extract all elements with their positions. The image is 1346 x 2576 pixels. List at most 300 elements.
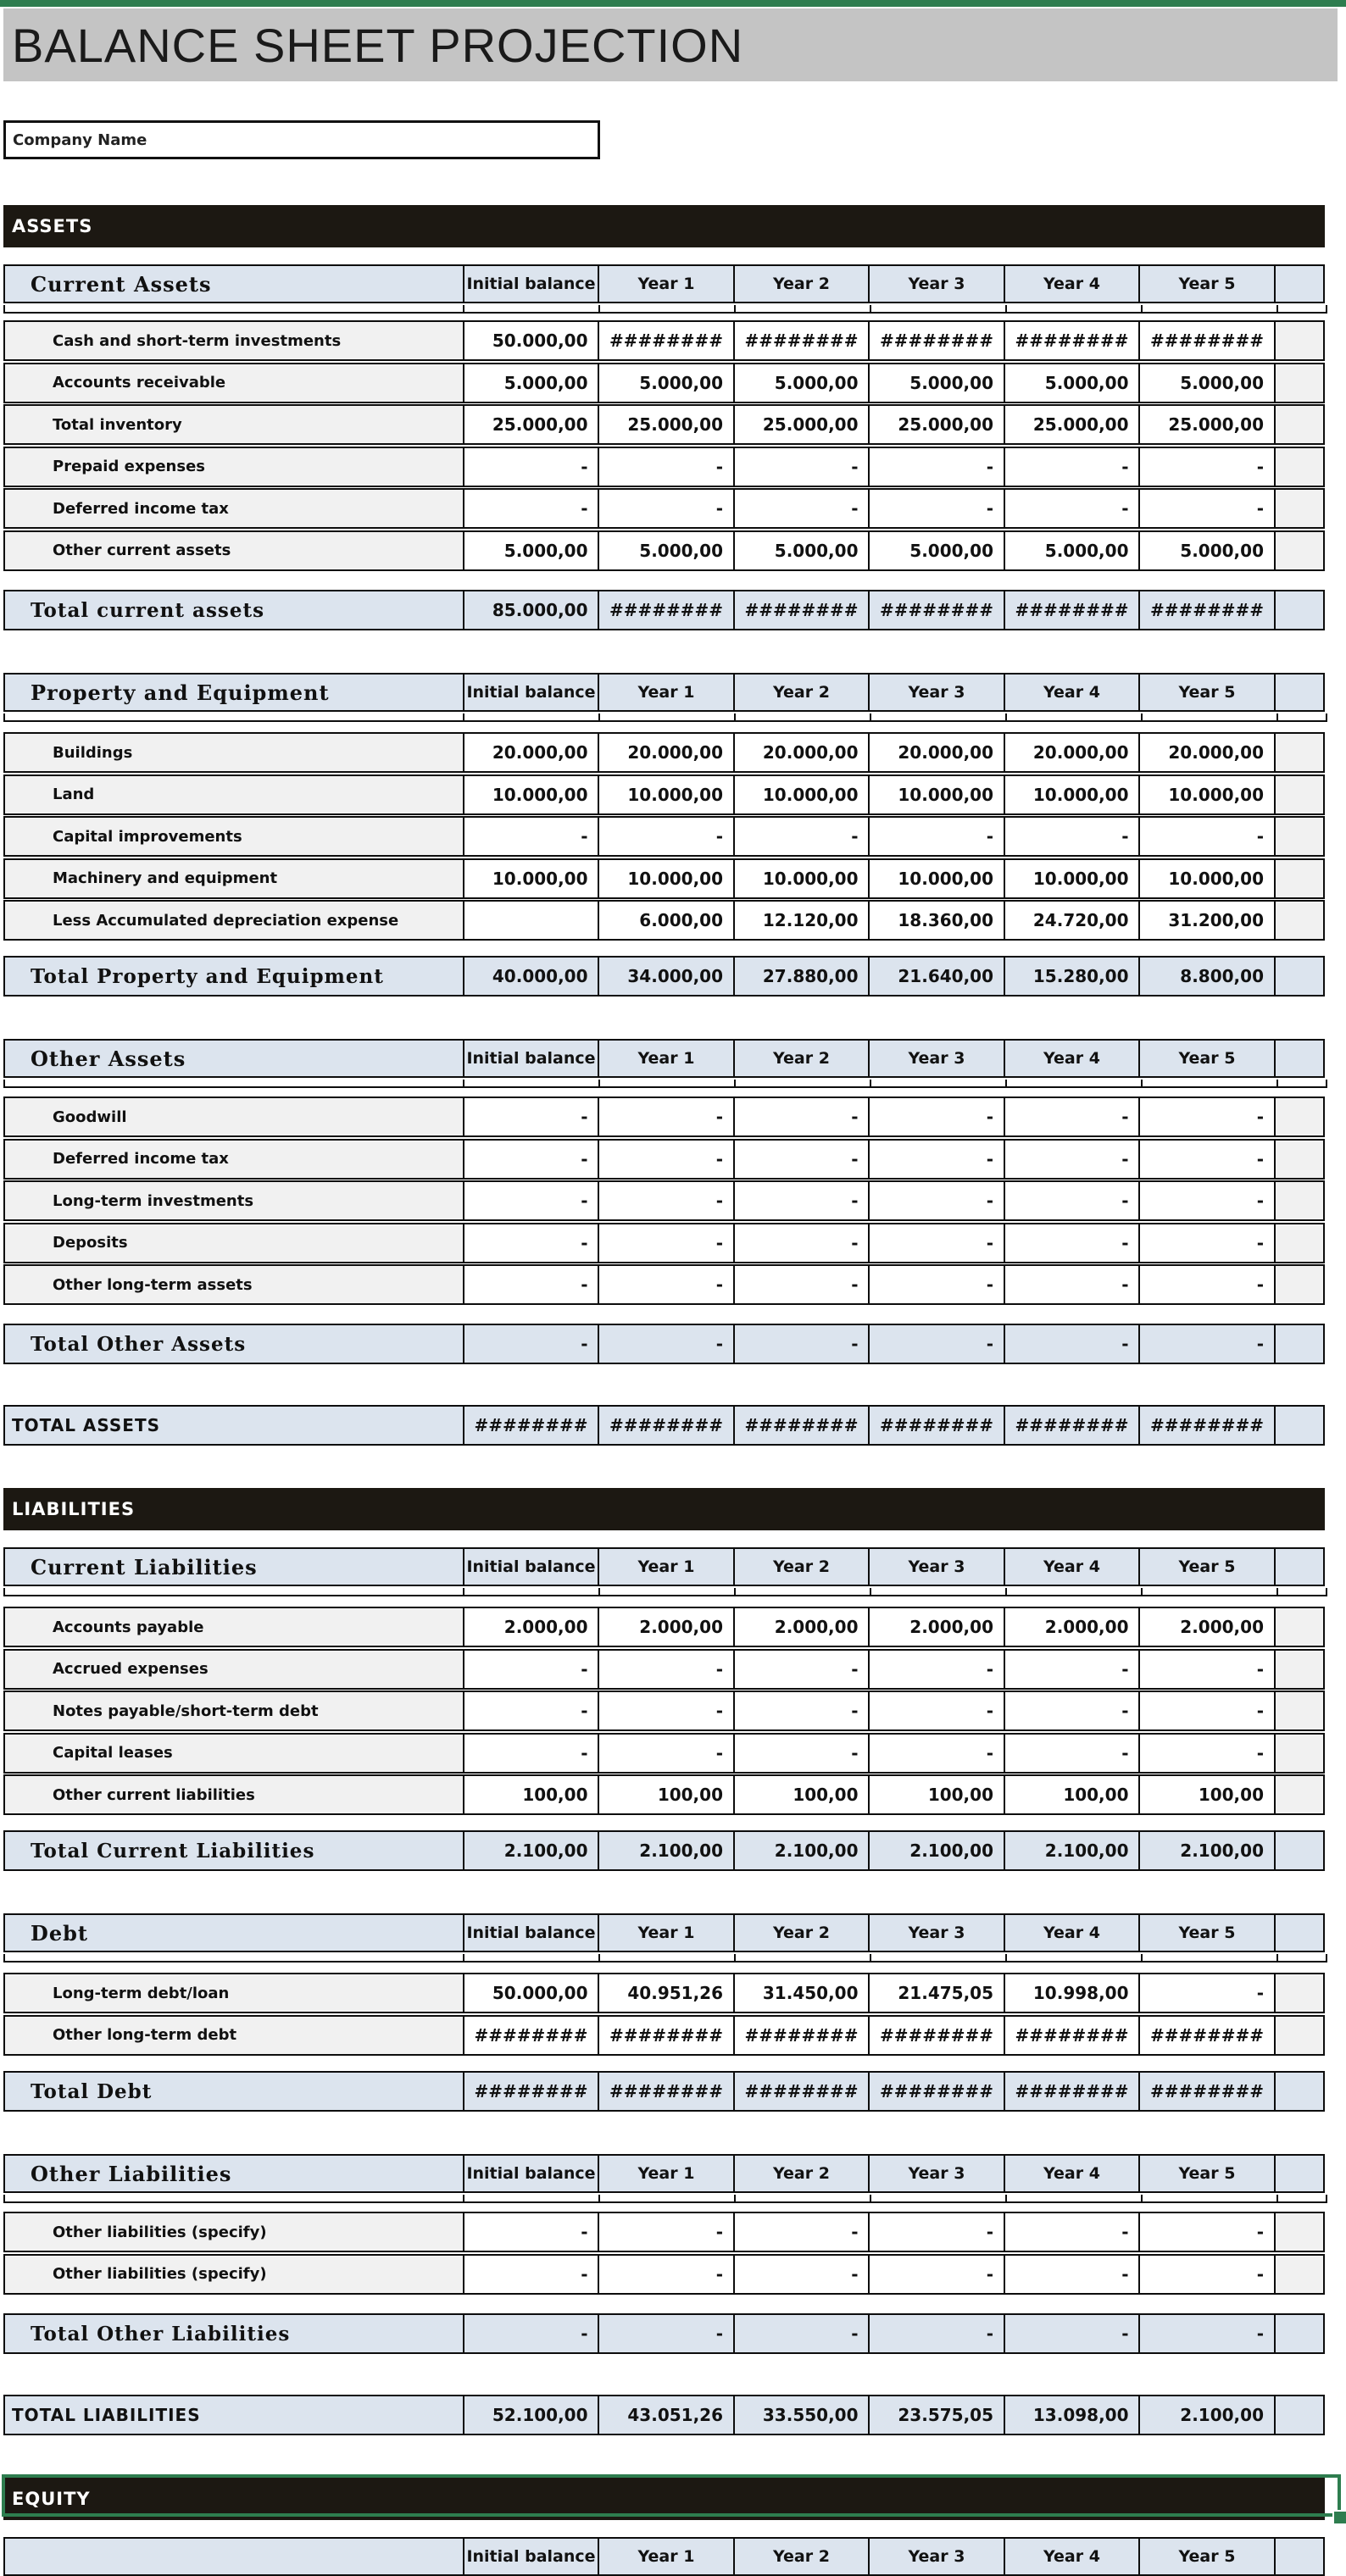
value-cell[interactable]: - bbox=[733, 1690, 870, 1731]
blank-cell bbox=[1274, 1324, 1325, 1364]
value-cell[interactable]: - bbox=[1004, 1733, 1141, 1774]
value-cell[interactable]: - bbox=[733, 1733, 870, 1774]
assets-section-bar-cell bbox=[598, 205, 735, 247]
column-header: Year 3 bbox=[868, 2537, 1005, 2576]
value-cell[interactable]: 25.000,00 bbox=[1138, 404, 1276, 445]
separator-cell bbox=[3, 713, 464, 722]
value-cell[interactable]: 31.200,00 bbox=[1138, 900, 1276, 941]
value-cell[interactable]: 12.120,00 bbox=[733, 900, 870, 941]
value-cell[interactable]: - bbox=[733, 2212, 870, 2252]
total-assets-row-value[interactable]: ######## bbox=[868, 1405, 1005, 1446]
value-cell[interactable]: - bbox=[1138, 1649, 1276, 1690]
other-assets-total-value[interactable]: - bbox=[733, 1324, 870, 1364]
other-liabilities-total-value[interactable]: - bbox=[1138, 2313, 1276, 2354]
blank-cell bbox=[1274, 1649, 1325, 1690]
value-cell[interactable]: 5.000,00 bbox=[1138, 530, 1276, 571]
value-cell[interactable]: - bbox=[598, 1139, 735, 1180]
assets-section-bar bbox=[3, 205, 1338, 247]
current-assets-total-value[interactable]: ######## bbox=[1004, 590, 1141, 630]
value-cell[interactable]: 10.000,00 bbox=[463, 774, 600, 815]
blank-cell bbox=[1274, 2313, 1325, 2354]
separator-cell bbox=[870, 2195, 1007, 2203]
other-liabilities-total bbox=[3, 2313, 1338, 2354]
blank-cell bbox=[1274, 320, 1325, 361]
value-cell[interactable]: - bbox=[868, 1733, 1005, 1774]
value-cell[interactable]: - bbox=[868, 2212, 1005, 2252]
value-cell[interactable]: - bbox=[868, 816, 1005, 857]
value-cell[interactable]: ######## bbox=[1004, 2015, 1141, 2056]
separator-cell bbox=[734, 1954, 871, 1963]
value-cell[interactable]: - bbox=[463, 2212, 600, 2252]
value-cell[interactable]: ######## bbox=[598, 320, 735, 361]
column-header: Year 3 bbox=[868, 673, 1005, 712]
column-header: Year 4 bbox=[1004, 1547, 1141, 1586]
row-separator bbox=[3, 1588, 1338, 1596]
value-cell[interactable]: ######## bbox=[463, 2015, 600, 2056]
current-assets-header bbox=[3, 264, 1338, 303]
blank-cell bbox=[1274, 2254, 1325, 2295]
value-cell[interactable]: 20.000,00 bbox=[868, 732, 1005, 773]
debt-header bbox=[3, 1913, 1338, 1952]
current-liabilities-header bbox=[3, 1547, 1338, 1586]
separator-cell bbox=[870, 713, 1007, 722]
value-cell[interactable]: 31.450,00 bbox=[733, 1973, 870, 2013]
blank-cell bbox=[1274, 1774, 1325, 1815]
current-liabilities-total bbox=[3, 1830, 1338, 1871]
total-assets-row-value[interactable]: ######## bbox=[1004, 1405, 1141, 1446]
value-cell[interactable]: 2.000,00 bbox=[598, 1607, 735, 1647]
value-cell[interactable]: - bbox=[868, 447, 1005, 487]
value-cell[interactable]: - bbox=[598, 1649, 735, 1690]
value-cell[interactable]: - bbox=[1138, 488, 1276, 529]
separator-cell bbox=[1141, 305, 1278, 314]
total-liabilities-row-label: TOTAL LIABILITIES bbox=[3, 2395, 464, 2435]
value-cell[interactable]: 5.000,00 bbox=[598, 530, 735, 571]
line-item-label: Long-term investments bbox=[3, 1180, 464, 1221]
current-assets-total-label: Total current assets bbox=[3, 590, 464, 630]
value-cell[interactable]: - bbox=[463, 1690, 600, 1731]
total-liabilities-row-value[interactable]: 43.051,26 bbox=[598, 2395, 735, 2435]
value-cell[interactable]: - bbox=[1138, 816, 1276, 857]
value-cell[interactable]: ######## bbox=[733, 2015, 870, 2056]
other-assets-total-value[interactable]: - bbox=[598, 1324, 735, 1364]
value-cell[interactable]: - bbox=[598, 2212, 735, 2252]
other-assets-total-value[interactable]: - bbox=[1004, 1324, 1141, 1364]
liabilities-section-bar-label: LIABILITIES bbox=[3, 1488, 464, 1530]
total-liabilities-row-value[interactable]: 33.550,00 bbox=[733, 2395, 870, 2435]
separator-cell bbox=[870, 1588, 1007, 1596]
blank-cell bbox=[1274, 732, 1325, 773]
value-cell[interactable]: - bbox=[1138, 1223, 1276, 1263]
value-cell[interactable]: - bbox=[463, 1649, 600, 1690]
value-cell[interactable]: - bbox=[1138, 1733, 1276, 1774]
blank-cell bbox=[1274, 2395, 1325, 2435]
separator-cell bbox=[1276, 1588, 1327, 1596]
value-cell[interactable]: - bbox=[868, 2254, 1005, 2295]
value-cell[interactable]: 20.000,00 bbox=[1138, 732, 1276, 773]
line-item-row bbox=[3, 1223, 1338, 1263]
value-cell[interactable]: - bbox=[463, 816, 600, 857]
value-cell[interactable]: - bbox=[868, 1223, 1005, 1263]
value-cell[interactable]: - bbox=[1138, 1096, 1276, 1137]
other-liabilities-total-value[interactable]: - bbox=[1004, 2313, 1141, 2354]
value-cell[interactable]: - bbox=[1138, 2254, 1276, 2295]
value-cell[interactable]: - bbox=[868, 1096, 1005, 1137]
blank-cell bbox=[1274, 1547, 1325, 1586]
property-total-value[interactable]: 15.280,00 bbox=[1004, 956, 1141, 997]
column-header: Year 5 bbox=[1138, 2537, 1276, 2576]
value-cell[interactable]: 5.000,00 bbox=[1138, 363, 1276, 403]
other-liabilities-total-value[interactable]: - bbox=[463, 2313, 600, 2354]
property-total-value[interactable]: 21.640,00 bbox=[868, 956, 1005, 997]
value-cell[interactable]: 5.000,00 bbox=[1004, 363, 1141, 403]
value-cell[interactable]: ######## bbox=[598, 2015, 735, 2056]
value-cell[interactable]: - bbox=[463, 1096, 600, 1137]
value-cell[interactable]: ######## bbox=[1138, 320, 1276, 361]
current-liabilities-total-value[interactable]: 2.100,00 bbox=[1138, 1830, 1276, 1871]
assets-section-bar-label: ASSETS bbox=[3, 205, 464, 247]
column-header: Year 4 bbox=[1004, 2537, 1141, 2576]
current-assets-total-value[interactable]: ######## bbox=[598, 590, 735, 630]
separator-cell bbox=[463, 1954, 600, 1963]
blank-cell bbox=[1274, 1973, 1325, 2013]
value-cell[interactable]: 5.000,00 bbox=[733, 530, 870, 571]
other-assets-total-value[interactable]: - bbox=[868, 1324, 1005, 1364]
value-cell[interactable]: - bbox=[1138, 1690, 1276, 1731]
value-cell[interactable]: - bbox=[733, 1264, 870, 1305]
current-liabilities-total-value[interactable]: 2.100,00 bbox=[733, 1830, 870, 1871]
value-cell[interactable]: - bbox=[868, 1264, 1005, 1305]
value-cell[interactable]: 100,00 bbox=[733, 1774, 870, 1815]
line-item-label: Accrued expenses bbox=[3, 1649, 464, 1690]
value-cell[interactable]: - bbox=[463, 2254, 600, 2295]
value-cell[interactable]: - bbox=[463, 447, 600, 487]
value-cell[interactable]: - bbox=[868, 1690, 1005, 1731]
separator-cell bbox=[598, 1954, 736, 1963]
value-cell[interactable]: 50.000,00 bbox=[463, 320, 600, 361]
column-header: Year 3 bbox=[868, 264, 1005, 303]
line-item-label: Other current liabilities bbox=[3, 1774, 464, 1815]
value-cell[interactable]: 10.000,00 bbox=[733, 774, 870, 815]
value-cell[interactable]: 25.000,00 bbox=[733, 404, 870, 445]
value-cell[interactable]: 100,00 bbox=[868, 1774, 1005, 1815]
total-assets-row-label: TOTAL ASSETS bbox=[3, 1405, 464, 1446]
value-cell[interactable]: 5.000,00 bbox=[463, 363, 600, 403]
separator-cell bbox=[1005, 713, 1143, 722]
value-cell[interactable]: ######## bbox=[1138, 2015, 1276, 2056]
row-separator bbox=[3, 1080, 1338, 1088]
current-liabilities-total-value[interactable]: 2.100,00 bbox=[868, 1830, 1005, 1871]
separator-cell bbox=[3, 305, 464, 314]
value-cell[interactable]: 50.000,00 bbox=[463, 1973, 600, 2013]
value-cell[interactable]: 10.000,00 bbox=[1004, 774, 1141, 815]
property-total-value[interactable]: 8.800,00 bbox=[1138, 956, 1276, 997]
debt-total-value[interactable]: ######## bbox=[1004, 2071, 1141, 2112]
total-liabilities-row-value[interactable]: 52.100,00 bbox=[463, 2395, 600, 2435]
value-cell[interactable]: 5.000,00 bbox=[1004, 530, 1141, 571]
value-cell[interactable]: - bbox=[463, 1223, 600, 1263]
column-header: Year 5 bbox=[1138, 673, 1276, 712]
value-cell[interactable]: 20.000,00 bbox=[733, 732, 870, 773]
row-separator bbox=[3, 2195, 1338, 2203]
value-cell[interactable]: - bbox=[733, 1139, 870, 1180]
value-cell[interactable]: 6.000,00 bbox=[598, 900, 735, 941]
line-item-row bbox=[3, 1607, 1338, 1647]
value-cell[interactable]: 21.475,05 bbox=[868, 1973, 1005, 2013]
assets-section-bar-cell bbox=[733, 205, 870, 247]
other-liabilities-total-value[interactable]: - bbox=[733, 2313, 870, 2354]
value-cell[interactable]: - bbox=[598, 1264, 735, 1305]
value-cell[interactable]: - bbox=[1004, 2212, 1141, 2252]
column-header: Initial balance bbox=[463, 264, 600, 303]
current-assets-total-value[interactable]: ######## bbox=[1138, 590, 1276, 630]
value-cell[interactable]: - bbox=[1138, 1139, 1276, 1180]
value-cell[interactable]: - bbox=[463, 1180, 600, 1221]
total-liabilities-row-value[interactable]: 2.100,00 bbox=[1138, 2395, 1276, 2435]
separator-cell bbox=[1005, 1080, 1143, 1088]
row-separator bbox=[3, 1954, 1338, 1963]
value-cell[interactable]: 20.000,00 bbox=[463, 732, 600, 773]
value-cell[interactable]: - bbox=[868, 1180, 1005, 1221]
debt-total-value[interactable]: ######## bbox=[733, 2071, 870, 2112]
current-liabilities-total-value[interactable]: 2.100,00 bbox=[463, 1830, 600, 1871]
line-item-label: Prepaid expenses bbox=[3, 447, 464, 487]
separator-cell bbox=[3, 2195, 464, 2203]
blank-cell bbox=[1274, 900, 1325, 941]
column-header: Year 1 bbox=[598, 1547, 735, 1586]
total-assets-row-value[interactable]: ######## bbox=[733, 1405, 870, 1446]
value-cell[interactable]: 10.000,00 bbox=[868, 774, 1005, 815]
value-cell[interactable]: - bbox=[1004, 1096, 1141, 1137]
current-liabilities-total-label: Total Current Liabilities bbox=[3, 1830, 464, 1871]
value-cell[interactable] bbox=[463, 900, 600, 941]
value-cell[interactable]: 10.000,00 bbox=[733, 858, 870, 899]
property-total-value[interactable]: 27.880,00 bbox=[733, 956, 870, 997]
column-header: Year 4 bbox=[1004, 1913, 1141, 1952]
value-cell[interactable]: 2.000,00 bbox=[868, 1607, 1005, 1647]
value-cell[interactable]: - bbox=[868, 1139, 1005, 1180]
line-item-row bbox=[3, 447, 1338, 487]
value-cell[interactable]: - bbox=[733, 1180, 870, 1221]
value-cell[interactable]: 10.000,00 bbox=[1004, 858, 1141, 899]
separator-cell bbox=[1141, 1954, 1278, 1963]
value-cell[interactable]: 5.000,00 bbox=[868, 363, 1005, 403]
value-cell[interactable]: - bbox=[1004, 1649, 1141, 1690]
value-cell[interactable]: - bbox=[1004, 447, 1141, 487]
column-header: Year 3 bbox=[868, 1039, 1005, 1078]
line-item-label: Accounts receivable bbox=[3, 363, 464, 403]
line-item-row bbox=[3, 1180, 1338, 1221]
value-cell[interactable]: - bbox=[463, 1733, 600, 1774]
value-cell[interactable]: 10.000,00 bbox=[1138, 774, 1276, 815]
value-cell[interactable]: - bbox=[598, 2254, 735, 2295]
current-assets-total bbox=[3, 590, 1338, 630]
property-total-value[interactable]: 40.000,00 bbox=[463, 956, 600, 997]
value-cell[interactable]: - bbox=[463, 488, 600, 529]
value-cell[interactable]: 10.000,00 bbox=[463, 858, 600, 899]
value-cell[interactable]: ######## bbox=[868, 320, 1005, 361]
value-cell[interactable]: - bbox=[1004, 1180, 1141, 1221]
value-cell[interactable]: 5.000,00 bbox=[868, 530, 1005, 571]
column-header: Year 5 bbox=[1138, 264, 1276, 303]
line-item-label: Other liabilities (specify) bbox=[3, 2254, 464, 2295]
value-cell[interactable]: - bbox=[733, 447, 870, 487]
value-cell[interactable]: - bbox=[733, 816, 870, 857]
value-cell[interactable]: - bbox=[598, 1180, 735, 1221]
value-cell[interactable]: 100,00 bbox=[1004, 1774, 1141, 1815]
other-liabilities-header-label: Other Liabilities bbox=[3, 2154, 464, 2193]
value-cell[interactable]: - bbox=[598, 1690, 735, 1731]
value-cell[interactable]: - bbox=[733, 488, 870, 529]
value-cell[interactable]: - bbox=[598, 488, 735, 529]
value-cell[interactable]: - bbox=[1138, 1973, 1276, 2013]
value-cell[interactable]: 10.000,00 bbox=[598, 774, 735, 815]
value-cell[interactable]: 5.000,00 bbox=[598, 363, 735, 403]
column-header: Year 2 bbox=[733, 2537, 870, 2576]
value-cell[interactable]: - bbox=[1138, 2212, 1276, 2252]
separator-cell bbox=[1005, 2195, 1143, 2203]
value-cell[interactable]: - bbox=[1138, 447, 1276, 487]
current-assets-header-label: Current Assets bbox=[3, 264, 464, 303]
separator-cell bbox=[1141, 713, 1278, 722]
debt-total-value[interactable]: ######## bbox=[598, 2071, 735, 2112]
line-item-label: Land bbox=[3, 774, 464, 815]
value-cell[interactable]: - bbox=[598, 447, 735, 487]
value-cell[interactable]: - bbox=[1004, 488, 1141, 529]
value-cell[interactable]: 25.000,00 bbox=[463, 404, 600, 445]
separator-cell bbox=[598, 713, 736, 722]
total-assets-row-value[interactable]: ######## bbox=[598, 1405, 735, 1446]
debt-total-value[interactable]: ######## bbox=[1138, 2071, 1276, 2112]
value-cell[interactable]: - bbox=[733, 1649, 870, 1690]
company-name-field[interactable]: Company Name bbox=[3, 120, 600, 159]
value-cell[interactable]: 10.000,00 bbox=[598, 858, 735, 899]
current-liabilities-total-value[interactable]: 2.100,00 bbox=[598, 1830, 735, 1871]
line-item-label: Deposits bbox=[3, 1223, 464, 1263]
value-cell[interactable]: - bbox=[1004, 1264, 1141, 1305]
blank-cell bbox=[1274, 1733, 1325, 1774]
line-item-row bbox=[3, 1096, 1338, 1137]
value-cell[interactable]: 2.000,00 bbox=[1004, 1607, 1141, 1647]
blank-cell bbox=[1274, 673, 1325, 712]
column-header: Initial balance bbox=[463, 673, 600, 712]
value-cell[interactable]: 18.360,00 bbox=[868, 900, 1005, 941]
value-cell[interactable]: 2.000,00 bbox=[1138, 1607, 1276, 1647]
value-cell[interactable]: 100,00 bbox=[463, 1774, 600, 1815]
current-assets-total-value[interactable]: ######## bbox=[733, 590, 870, 630]
total-liabilities-row-value[interactable]: 13.098,00 bbox=[1004, 2395, 1141, 2435]
value-cell[interactable]: - bbox=[1004, 816, 1141, 857]
current-liabilities-total-value[interactable]: 2.100,00 bbox=[1004, 1830, 1141, 1871]
value-cell[interactable]: - bbox=[1138, 1264, 1276, 1305]
line-item-label: Deferred income tax bbox=[3, 488, 464, 529]
separator-cell bbox=[598, 1588, 736, 1596]
value-cell[interactable]: - bbox=[598, 1096, 735, 1137]
blank-cell bbox=[1274, 264, 1325, 303]
debt-total bbox=[3, 2071, 1338, 2112]
value-cell[interactable]: - bbox=[1004, 1690, 1141, 1731]
value-cell[interactable]: 100,00 bbox=[1138, 1774, 1276, 1815]
line-item-row bbox=[3, 1649, 1338, 1690]
line-item-row bbox=[3, 1774, 1338, 1815]
value-cell[interactable]: 25.000,00 bbox=[1004, 404, 1141, 445]
value-cell[interactable]: - bbox=[868, 488, 1005, 529]
value-cell[interactable]: - bbox=[598, 1223, 735, 1263]
separator-cell bbox=[1005, 1954, 1143, 1963]
line-item-row bbox=[3, 488, 1338, 529]
debt-total-value[interactable]: ######## bbox=[463, 2071, 600, 2112]
line-item-row bbox=[3, 1139, 1338, 1180]
value-cell[interactable]: 5.000,00 bbox=[463, 530, 600, 571]
value-cell[interactable]: - bbox=[598, 816, 735, 857]
other-assets-total-value[interactable]: - bbox=[1138, 1324, 1276, 1364]
value-cell[interactable]: - bbox=[598, 1733, 735, 1774]
blank-cell bbox=[1274, 774, 1325, 815]
other-assets-total-value[interactable]: - bbox=[463, 1324, 600, 1364]
value-cell[interactable]: - bbox=[1004, 2254, 1141, 2295]
debt-total-value[interactable]: ######## bbox=[868, 2071, 1005, 2112]
value-cell[interactable]: ######## bbox=[1004, 320, 1141, 361]
line-item-row bbox=[3, 774, 1338, 815]
value-cell[interactable]: 25.000,00 bbox=[598, 404, 735, 445]
value-cell[interactable]: 20.000,00 bbox=[598, 732, 735, 773]
value-cell[interactable]: 24.720,00 bbox=[1004, 900, 1141, 941]
value-cell[interactable]: - bbox=[463, 1264, 600, 1305]
column-header: Year 1 bbox=[598, 1913, 735, 1952]
property-total-value[interactable]: 34.000,00 bbox=[598, 956, 735, 997]
fill-handle[interactable] bbox=[1332, 2510, 1346, 2525]
column-header: Initial balance bbox=[463, 2154, 600, 2193]
current-assets-total-value[interactable]: 85.000,00 bbox=[463, 590, 600, 630]
row-separator bbox=[3, 713, 1338, 722]
value-cell[interactable]: - bbox=[1004, 1223, 1141, 1263]
value-cell[interactable]: ######## bbox=[733, 320, 870, 361]
value-cell[interactable]: - bbox=[733, 2254, 870, 2295]
blank-cell bbox=[1274, 2015, 1325, 2056]
other-liabilities-total-label: Total Other Liabilities bbox=[3, 2313, 464, 2354]
value-cell[interactable]: 5.000,00 bbox=[733, 363, 870, 403]
row-separator bbox=[3, 305, 1338, 314]
blank-cell bbox=[1274, 1607, 1325, 1647]
column-header: Year 1 bbox=[598, 2537, 735, 2576]
value-cell[interactable]: 2.000,00 bbox=[733, 1607, 870, 1647]
total-liabilities-row-value[interactable]: 23.575,05 bbox=[868, 2395, 1005, 2435]
value-cell[interactable]: 100,00 bbox=[598, 1774, 735, 1815]
value-cell[interactable]: 40.951,26 bbox=[598, 1973, 735, 2013]
value-cell[interactable]: - bbox=[733, 1096, 870, 1137]
value-cell[interactable]: 25.000,00 bbox=[868, 404, 1005, 445]
other-liabilities-total-value[interactable]: - bbox=[598, 2313, 735, 2354]
current-assets-total-value[interactable]: ######## bbox=[868, 590, 1005, 630]
value-cell[interactable]: - bbox=[733, 1223, 870, 1263]
value-cell[interactable]: - bbox=[1138, 1180, 1276, 1221]
value-cell[interactable]: ######## bbox=[868, 2015, 1005, 2056]
value-cell[interactable]: 2.000,00 bbox=[463, 1607, 600, 1647]
value-cell[interactable]: - bbox=[463, 1139, 600, 1180]
line-item-row bbox=[3, 2015, 1338, 2056]
blank-cell bbox=[1274, 2212, 1325, 2252]
value-cell[interactable]: 10.000,00 bbox=[868, 858, 1005, 899]
value-cell[interactable]: 10.000,00 bbox=[1138, 858, 1276, 899]
value-cell[interactable]: - bbox=[868, 1649, 1005, 1690]
value-cell[interactable]: 10.998,00 bbox=[1004, 1973, 1141, 2013]
other-liabilities-total-value[interactable]: - bbox=[868, 2313, 1005, 2354]
separator-cell bbox=[3, 1954, 464, 1963]
value-cell[interactable]: - bbox=[1004, 1139, 1141, 1180]
total-assets-row-value[interactable]: ######## bbox=[463, 1405, 600, 1446]
total-assets-row-value[interactable]: ######## bbox=[1138, 1405, 1276, 1446]
value-cell[interactable]: 20.000,00 bbox=[1004, 732, 1141, 773]
